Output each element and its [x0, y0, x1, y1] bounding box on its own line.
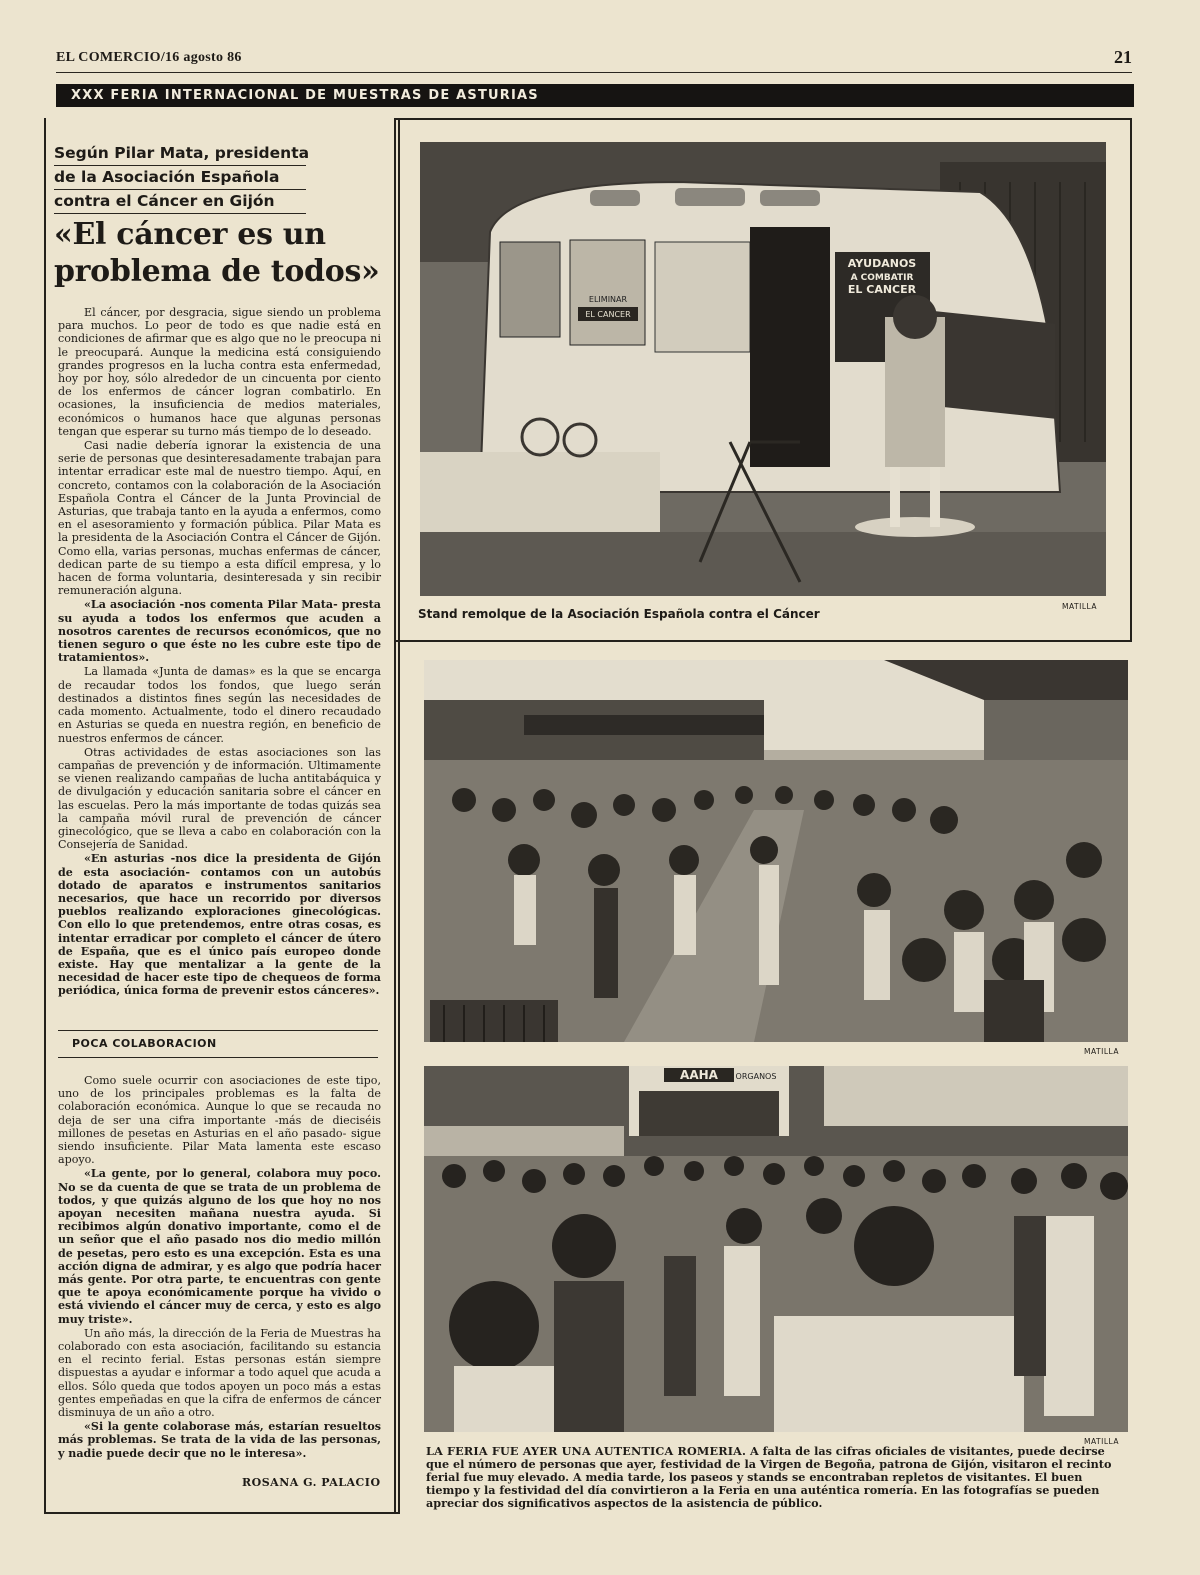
frame-corner [44, 118, 58, 134]
byline: ROSANA G. PALACIO [242, 1476, 381, 1489]
body-paragraph: Como suele ocurrir con asociaciones de este tipo, uno de los principales problemas es la falta de colaboración económica. Aunque lo que se recauda no deja de ser una cifra importante -más de dieciséis millones de pesetas en Asturias en el año pasado- sigue siendo insuficiente. Pilar Mata lamenta este escaso apoyo. [58, 1074, 381, 1167]
photo-crowd-fair [424, 1066, 1128, 1432]
trailer-sign-text: A COMBATIR [850, 273, 914, 283]
article-body-continued [58, 1074, 381, 1461]
caption-text: A falta de las cifras oficiales de visitantes, puede decirse que el número de personas que ayer, festividad de la Virgen de Begoña, patrona de Gijón, visitaron el recinto ferial fue muy elevado. A media tarde, los paseos y stands se encontraban repletos de visitantes. El buen tiempo y la festividad del día convirtieron a la Feria en una auténtica romería. En las fotografías se pueden apreciar dos significativos aspectos de la asistencia de público. [426, 1444, 1112, 1510]
article-kicker [54, 142, 310, 214]
body-paragraph-quote: «Si la gente colaborase más, estarían resueltos más problemas. Se trata de la vida de las personas, y nadie puede decir que no le interesa». [58, 1420, 381, 1460]
trailer-sign-text: EL CANCER [585, 310, 631, 319]
body-paragraph: Otras actividades de estas asociaciones son las campañas de prevención y de información. Ultimamente se vienen realizando campañas de lucha antitabáquica y de divulgación y educación sanitaria sobre el cáncer en las escuelas. Pero la más importante de todas quizás sea la campaña móvil rural de prevención de cáncer ginecológico, que se lleva a cabo en colaboración con la Consejería de Sanidad. [58, 745, 381, 852]
photo-caption-long [426, 1445, 1128, 1510]
body-paragraph-quote: «La asociación -nos comenta Pilar Mata- presta su ayuda a todos los enfermos que acuden a nosotros carentes de recursos económicos, que no tienen seguro o que éste no les cubre este tipo de tratamientos». [58, 598, 381, 665]
subhead-rule [58, 1030, 378, 1058]
body-paragraph: El cáncer, por desgracia, sigue siendo un problema para muchos. Lo peor de todo es que nadie está en condiciones de afirmar que es algo que no le preocupa ni le preocupará. Aunque la medicina está consiguiendo grandes progresos en la lucha contra esta enfermedad, hoy por hoy, sólo alrededor de un cincuenta por ciento de los enfermos de cáncer logran combatirlo. En ocasiones, la insuficiencia de medios materiales, económicos o humanos hace que algunas personas tengan que esperar su turno más tiempo de lo deseado. [58, 306, 381, 438]
headline-line: «El cáncer es un [54, 217, 326, 252]
page-number: 21 [1114, 47, 1132, 67]
storefront-sign-text: ORGANOS [735, 1072, 777, 1081]
section-banner: XXX FERIA INTERNACIONAL DE MUESTRAS DE ASTURIAS [56, 84, 1134, 107]
photo-caption: Stand remolque de la Asociación Española contra el Cáncer [418, 607, 820, 621]
paper-date: EL COMERCIO/16 agosto 86 [56, 50, 242, 65]
photo-crowd-walkway [424, 660, 1128, 1042]
trailer-sign-text: AYUDANOS [847, 257, 917, 270]
body-paragraph: Casi nadie debería ignorar la existencia de una serie de personas que desinteresadamente trabajan para intentar erradicar este mal de nuestro tiempo. Aquí, en concreto, contamos con la colaboración de la Asociación Española Contra el Cáncer de la Junta Provincial de Asturias, que trabaja tanto en la ayuda a enfermos, como en el asesoramiento y formación pública. Pilar Mata es la presidenta de la Asociación Contra el Cáncer de Gijón. Como ella, varias personas, muchas enfermas de cáncer, dedican parte de su tiempo a esta difícil empresa, y lo hacen de forma voluntaria, desinteresada y sin recibir remuneración alguna. [58, 439, 381, 598]
caption-lead: LA FERIA FUE AYER UNA AUTENTICA ROMERIA. [426, 1444, 747, 1458]
body-paragraph-quote: «La gente, por lo general, colabora muy poco. No se da cuenta de que se trata de un problema de todos, y que quizás alguno de los que hoy no nos apoyan necesiten mañana nuestra ayuda. Si recibimos algún donativo importante, como el de un señor que el año pasado nos dio medio millón de pesetas, pero esto es una excepción. Esta es una acción digna de admirar, y es algo que podría hacer más gente. Por otra parte, te encuentras con gente que te apoya económicamente porque ha vivido o está viviendo el cáncer muy de cerca, y esto es algo muy triste». [58, 1167, 381, 1326]
body-paragraph: La llamada «Junta de damas» es la que se encarga de recaudar todos los fondos, que luego serán destinados a distintos fines según las necesidades de cada momento. Actualmente, todo el dinero recaudado en Asturias se queda en nuestra región, en beneficio de nuestros enfermos de cáncer. [58, 665, 381, 745]
body-paragraph: Un año más, la dirección de la Feria de Muestras ha colaborado con esta asociación, facilitando su estancia en el recinto ferial. Estas personas están siempre dispuestas a ayudar e informar a todo aquel que acuda a ellos. Sólo queda que todos apoyen un poco más a estas gentes empeñadas en que la cifra de enfermos de cáncer disminuya de un año a otro. [58, 1326, 381, 1420]
trailer-sign-text: EL CANCER [847, 283, 917, 296]
photo-trailer-stand [420, 142, 1106, 596]
headline-line: problema de todos» [54, 254, 380, 289]
photo-credit: MATILLA [1084, 1437, 1119, 1446]
article-body [58, 306, 381, 999]
kicker-line: contra el Cáncer en Gijón [54, 190, 306, 214]
article-headline [54, 216, 399, 290]
kicker-line: Según Pilar Mata, presidenta [54, 142, 306, 166]
photo-credit: MATILLA [1062, 602, 1097, 611]
photo-credit: MATILLA [1084, 1047, 1119, 1056]
kicker-line: de la Asociación Española [54, 166, 306, 190]
body-paragraph-quote: «En asturias -nos dice la presidenta de Gijón de esta asociación- contamos con un autobús dotado de aparatos e instrumentos sanitarios necesarios, que hace un recorrido por diversos pueblos realizando exploraciones ginecológicas. Con ello lo que pretendemos, entre otras cosas, es intentar erradicar por completo el cáncer de útero de España, que es el único país europeo donde existe. Hay que mentalizar a la gente de la necesidad de hacer este tipo de chequeos de forma periódica, única forma de prevenir estos cánceres». [58, 852, 381, 998]
masthead [56, 47, 1132, 73]
trailer-sign-text: ELIMINAR [588, 295, 628, 304]
storefront-sign-text: AAHA [680, 1068, 718, 1082]
subhead: POCA COLABORACION [72, 1037, 217, 1050]
